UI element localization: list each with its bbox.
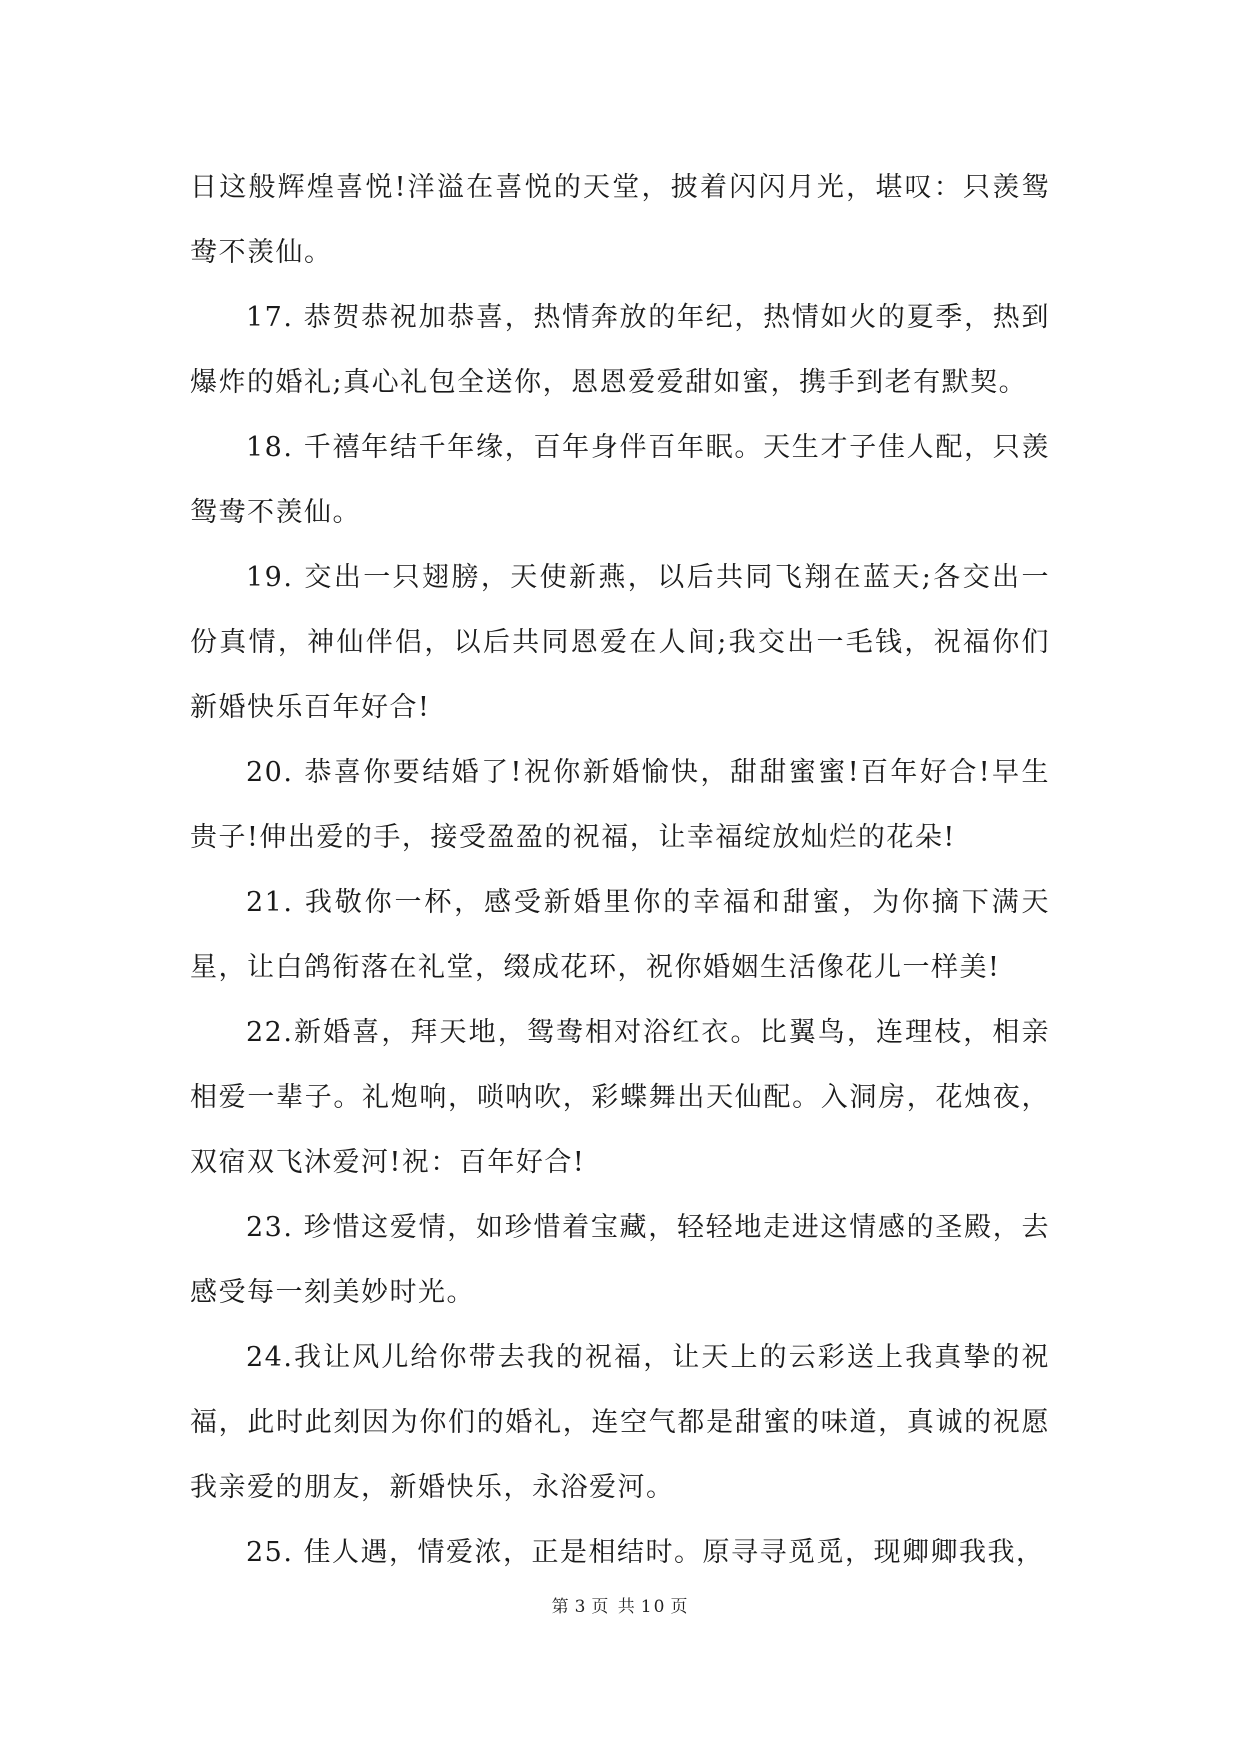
- footer-total-pages: 10: [640, 1597, 667, 1617]
- paragraph: 23. 珍惜这爱情，如珍惜着宝藏，轻轻地走进这情感的圣殿，去感受每一刻美妙时光。: [190, 1212, 1050, 1308]
- footer-suffix: 页: [670, 1597, 690, 1617]
- paragraph: 25. 佳人遇，情爱浓，正是相结时。原寻寻觅觅，现卿卿我我，: [246, 1537, 1045, 1568]
- paragraph: 19. 交出一只翅膀，天使新燕，以后共同飞翔在蓝天;各交出一份真情，神仙伴侣，以后共同恩爱在人间;我交出一毛钱，祝福你们新婚快乐百年好合!: [190, 562, 1050, 723]
- paragraph: 17. 恭贺恭祝加恭喜，热情奔放的年纪，热情如火的夏季，热到爆炸的婚礼;真心礼包全送你，恩恩爱爱甜如蜜，携手到老有默契。: [190, 302, 1050, 398]
- paragraph: 日这般辉煌喜悦!洋溢在喜悦的天堂，披着闪闪月光，堪叹：只羡鸳鸯不羡仙。: [190, 172, 1050, 268]
- footer-current-page: 3: [574, 1597, 588, 1617]
- footer-middle: 页 共: [591, 1597, 637, 1617]
- paragraph: 20. 恭喜你要结婚了!祝你新婚愉快，甜甜蜜蜜!百年好合!早生贵子!伸出爱的手，接受盈盈的祝福，让幸福绽放灿烂的花朵!: [190, 757, 1050, 853]
- paragraph: 21. 我敬你一杯，感受新婚里你的幸福和甜蜜，为你摘下满天星，让白鸽衔落在礼堂，缀成花环，祝你婚姻生活像花儿一样美!: [190, 887, 1050, 983]
- footer-prefix: 第: [551, 1597, 571, 1617]
- paragraph: 24.我让风儿给你带去我的祝福，让天上的云彩送上我真挚的祝福，此时此刻因为你们的婚礼，连空气都是甜蜜的味道，真诚的祝愿我亲爱的朋友，新婚快乐，永浴爱河。: [190, 1342, 1050, 1503]
- document-body: [190, 155, 1050, 1585]
- page-footer: [0, 1592, 1241, 1617]
- paragraph: 22.新婚喜，拜天地，鸳鸯相对浴红衣。比翼鸟，连理枝，相亲相爱一辈子。礼炮响，唢呐吹，彩蝶舞出天仙配。入洞房，花烛夜，双宿双飞沐爱河!祝：百年好合!: [190, 1017, 1050, 1178]
- paragraph: 18. 千禧年结千年缘，百年身伴百年眠。天生才子佳人配，只羡鸳鸯不羡仙。: [190, 432, 1050, 528]
